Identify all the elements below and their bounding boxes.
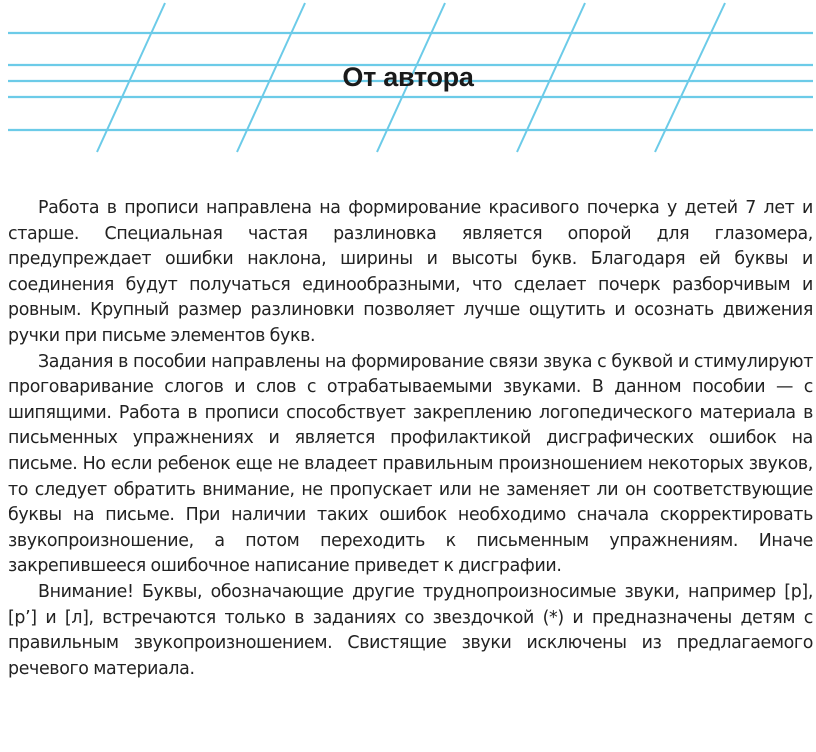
paragraph-tasks: Задания в пособии направлены на формирование связи звука с буквой и стимулируют проговаривание слогов и слов с отрабатываемыми звуками. В данном пособии — с шипящими. Работа в прописи способствует закреплению логопедического материала в письменных упражнениях и является профилактикой дисграфических ошибок на письме. Но если ребенок еще не владеет правильным произношением некоторых звуков, то следует обратить внимание, не пропускает или не заменяет ли он соответствующие буквы на письме. При наличии таких ошибок необходимо сначала скорректировать звукопроизношение, а потом переходить к письменным упражнениям. Иначе закрепившееся ошибочное написание приведет к дисграфии. <box>8 351 813 577</box>
page-title: От автора <box>342 62 474 92</box>
paragraph-attention: Внимание! Буквы, обозначающие другие труднопроизносимые звуки, например [р], [р’] и [л], встречаются только в заданиях со звездочкой (*) и предназначены детям с правильным звукопроизношением. Свистящие звуки исключены из предлагаемого речевого материала. <box>8 581 813 679</box>
paragraph-intro: Работа в прописи направлена на формирование красивого почерка у детей 7 лет и старше. Специальная частая разлиновка является опорой для глазомера, предупреждает ошибки наклона, ширины и высоты букв. Благодаря ей буквы и соединения будут получаться единообразными, что сделает почерк разборчивым и ровным. Крупный размер разлиновки позволяет лучше ощутить и осознать движения ручки при письме элементов букв. <box>8 198 813 346</box>
body-text <box>8 196 813 682</box>
